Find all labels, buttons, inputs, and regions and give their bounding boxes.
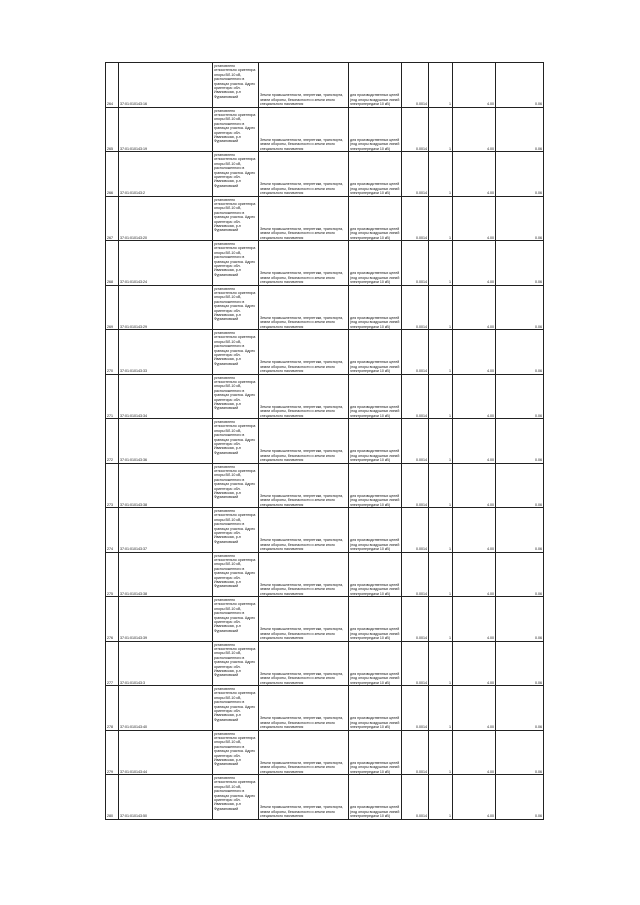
land-category-cell: Земли промышленности, энергетики, транспорта, земли обороны, безопасности и земли иного специального назначения [259, 285, 349, 330]
rate-cell: 4.00 [453, 285, 496, 330]
permitted-use-cell: для производственных целей (под опоры воздушных линий электропередачи 10 кВ) [349, 597, 402, 642]
table-row [106, 419, 544, 464]
rate-cell: 4.00 [453, 463, 496, 508]
permitted-use-cell: для производственных целей (под опоры воздушных линий электропередачи 10 кВ) [349, 152, 402, 197]
land-category-cell: Земли промышленности, энергетики, транспорта, земли обороны, безопасности и земли иного специального назначения [259, 152, 349, 197]
rate-cell: 4.00 [453, 775, 496, 820]
row-number-cell: 267 [106, 196, 119, 241]
table-row [106, 196, 544, 241]
row-number-cell: 270 [106, 330, 119, 375]
location-description-cell: установлено относительно ориентира опоры ВЛ-10 кВ, расположенного в границах участка. Адрес ориентира: обл. Ивановская, р-н Фурмановский [213, 241, 259, 286]
row-number-cell: 265 [106, 107, 119, 152]
count-cell: 1 [429, 552, 453, 597]
table-row [106, 775, 544, 820]
land-category-cell: Земли промышленности, энергетики, транспорта, земли обороны, безопасности и земли иного специального назначения [259, 63, 349, 108]
cadastral-number-cell: 37:01:010143:34 [119, 374, 213, 419]
amount-cell: 0.06 [496, 285, 544, 330]
count-cell: 1 [429, 196, 453, 241]
location-description-cell: установлено относительно ориентира опоры ВЛ-10 кВ, расположенного в границах участка. Адрес ориентира: обл. Ивановская, р-н Фурмановский [213, 374, 259, 419]
amount-cell: 0.06 [496, 107, 544, 152]
location-description-cell: установлено относительно ориентира опоры ВЛ-10 кВ, расположенного в границах участка. Адрес ориентира: обл. Ивановская, р-н Фурмановский [213, 463, 259, 508]
cadastral-table [105, 62, 544, 820]
land-category-cell: Земли промышленности, энергетики, транспорта, земли обороны, безопасности и земли иного специального назначения [259, 775, 349, 820]
rate-cell: 4.00 [453, 730, 496, 775]
amount-cell: 0.06 [496, 152, 544, 197]
cadastral-number-cell: 37:01:010143:16 [119, 63, 213, 108]
row-number-cell: 273 [106, 463, 119, 508]
row-number-cell: 272 [106, 419, 119, 464]
row-number-cell: 276 [106, 597, 119, 642]
permitted-use-cell: для производственных целей (под опоры воздушных линий электропередачи 10 кВ) [349, 107, 402, 152]
count-cell: 1 [429, 463, 453, 508]
count-cell: 1 [429, 686, 453, 731]
cadastral-number-cell: 37:01:010143:29 [119, 285, 213, 330]
area-cell: 0.0014 [402, 508, 429, 553]
location-description-cell: установлено относительно ориентира опоры ВЛ-10 кВ, расположенного в границах участка. Адрес ориентира: обл. Ивановская, р-н Фурмановский [213, 686, 259, 731]
cadastral-number-cell: 37:01:010143:33 [119, 330, 213, 375]
table-row [106, 463, 544, 508]
area-cell: 0.0014 [402, 419, 429, 464]
location-description-cell: установлено относительно ориентира опоры ВЛ-10 кВ, расположенного в границах участка. Адрес ориентира: обл. Ивановская, р-н Фурмановский [213, 597, 259, 642]
location-description-cell: установлено относительно ориентира опоры ВЛ-10 кВ, расположенного в границах участка. Адрес ориентира: обл. Ивановская, р-н Фурмановский [213, 107, 259, 152]
rate-cell: 4.00 [453, 641, 496, 686]
permitted-use-cell: для производственных целей (под опоры воздушных линий электропередачи 10 кВ) [349, 374, 402, 419]
table-row [106, 63, 544, 108]
amount-cell: 0.06 [496, 330, 544, 375]
table-row [106, 552, 544, 597]
permitted-use-cell: для производственных целей (под опоры воздушных линий электропередачи 10 кВ) [349, 641, 402, 686]
location-description-cell: установлено относительно ориентира опоры ВЛ-10 кВ, расположенного в границах участка. Адрес ориентира: обл. Ивановская, р-н Фурмановский [213, 285, 259, 330]
row-number-cell: 274 [106, 508, 119, 553]
amount-cell: 0.06 [496, 196, 544, 241]
amount-cell: 0.06 [496, 419, 544, 464]
rate-cell: 4.00 [453, 152, 496, 197]
row-number-cell: 280 [106, 775, 119, 820]
location-description-cell: установлено относительно ориентира опоры ВЛ-10 кВ, расположенного в границах участка. Адрес ориентира: обл. Ивановская, р-н Фурмановский [213, 419, 259, 464]
area-cell: 0.0014 [402, 730, 429, 775]
area-cell: 0.0014 [402, 107, 429, 152]
row-number-cell: 269 [106, 285, 119, 330]
land-category-cell: Земли промышленности, энергетики, транспорта, земли обороны, безопасности и земли иного специального назначения [259, 419, 349, 464]
cadastral-number-cell: 37:01:010143:37 [119, 508, 213, 553]
table-row [106, 597, 544, 642]
count-cell: 1 [429, 419, 453, 464]
cadastral-number-cell: 37:01:010143:40 [119, 686, 213, 731]
location-description-cell: установлено относительно ориентира опоры ВЛ-10 кВ, расположенного в границах участка. Адрес ориентира: обл. Ивановская, р-н Фурмановский [213, 552, 259, 597]
area-cell: 0.0014 [402, 330, 429, 375]
table-row [106, 686, 544, 731]
count-cell: 1 [429, 330, 453, 375]
location-description-cell: установлено относительно ориентира опоры ВЛ-10 кВ, расположенного в границах участка. Адрес ориентира: обл. Ивановская, р-н Фурмановский [213, 641, 259, 686]
table-row [106, 241, 544, 286]
row-number-cell: 266 [106, 152, 119, 197]
location-description-cell: установлено относительно ориентира опоры ВЛ-10 кВ, расположенного в границах участка. Адрес ориентира: обл. Ивановская, р-н Фурмановский [213, 152, 259, 197]
cadastral-number-cell: 37:01:010143:44 [119, 730, 213, 775]
amount-cell: 0.06 [496, 374, 544, 419]
amount-cell: 0.06 [496, 641, 544, 686]
table-row [106, 107, 544, 152]
area-cell: 0.0014 [402, 641, 429, 686]
cadastral-number-cell: 37:01:010143:36 [119, 419, 213, 464]
permitted-use-cell: для производственных целей (под опоры воздушных линий электропередачи 10 кВ) [349, 63, 402, 108]
permitted-use-cell: для производственных целей (под опоры воздушных линий электропередачи 10 кВ) [349, 686, 402, 731]
land-category-cell: Земли промышленности, энергетики, транспорта, земли обороны, безопасности и земли иного специального назначения [259, 730, 349, 775]
land-category-cell: Земли промышленности, энергетики, транспорта, земли обороны, безопасности и земли иного специального назначения [259, 463, 349, 508]
amount-cell: 0.06 [496, 508, 544, 553]
count-cell: 1 [429, 152, 453, 197]
land-category-cell: Земли промышленности, энергетики, транспорта, земли обороны, безопасности и земли иного специального назначения [259, 597, 349, 642]
table-row [106, 641, 544, 686]
table-body [106, 63, 544, 820]
area-cell: 0.0014 [402, 241, 429, 286]
cadastral-number-cell: 37:01:010143:50 [119, 775, 213, 820]
rate-cell: 4.00 [453, 552, 496, 597]
land-category-cell: Земли промышленности, энергетики, транспорта, земли обороны, безопасности и земли иного специального назначения [259, 241, 349, 286]
table-row [106, 330, 544, 375]
count-cell: 1 [429, 775, 453, 820]
count-cell: 1 [429, 241, 453, 286]
row-number-cell: 275 [106, 552, 119, 597]
row-number-cell: 277 [106, 641, 119, 686]
permitted-use-cell: для производственных целей (под опоры воздушных линий электропередачи 10 кВ) [349, 285, 402, 330]
area-cell: 0.0014 [402, 374, 429, 419]
rate-cell: 4.00 [453, 107, 496, 152]
location-description-cell: установлено относительно ориентира опоры ВЛ-10 кВ, расположенного в границах участка. Адрес ориентира: обл. Ивановская, р-н Фурмановский [213, 730, 259, 775]
amount-cell: 0.06 [496, 730, 544, 775]
count-cell: 1 [429, 63, 453, 108]
area-cell: 0.0014 [402, 196, 429, 241]
row-number-cell: 278 [106, 686, 119, 731]
rate-cell: 4.00 [453, 196, 496, 241]
row-number-cell: 271 [106, 374, 119, 419]
rate-cell: 4.00 [453, 63, 496, 108]
area-cell: 0.0014 [402, 285, 429, 330]
area-cell: 0.0014 [402, 775, 429, 820]
land-category-cell: Земли промышленности, энергетики, транспорта, земли обороны, безопасности и земли иного специального назначения [259, 508, 349, 553]
amount-cell: 0.06 [496, 686, 544, 731]
cadastral-number-cell: 37:01:010143:20 [119, 196, 213, 241]
cadastral-number-cell: 37:01:010143:38 [119, 552, 213, 597]
land-category-cell: Земли промышленности, энергетики, транспорта, земли обороны, безопасности и земли иного специального назначения [259, 196, 349, 241]
count-cell: 1 [429, 730, 453, 775]
cadastral-number-cell: 37:01:010143:39 [119, 597, 213, 642]
land-category-cell: Земли промышленности, энергетики, транспорта, земли обороны, безопасности и земли иного специального назначения [259, 330, 349, 375]
count-cell: 1 [429, 374, 453, 419]
permitted-use-cell: для производственных целей (под опоры воздушных линий электропередачи 10 кВ) [349, 419, 402, 464]
table-row [106, 285, 544, 330]
area-cell: 0.0014 [402, 63, 429, 108]
row-number-cell: 264 [106, 63, 119, 108]
rate-cell: 4.00 [453, 597, 496, 642]
permitted-use-cell: для производственных целей (под опоры воздушных линий электропередачи 10 кВ) [349, 330, 402, 375]
land-category-cell: Земли промышленности, энергетики, транспорта, земли обороны, безопасности и земли иного специального назначения [259, 552, 349, 597]
land-category-cell: Земли промышленности, энергетики, транспорта, земли обороны, безопасности и земли иного специального назначения [259, 374, 349, 419]
rate-cell: 4.00 [453, 508, 496, 553]
permitted-use-cell: для производственных целей (под опоры воздушных линий электропередачи 10 кВ) [349, 196, 402, 241]
permitted-use-cell: для производственных целей (под опоры воздушных линий электропередачи 10 кВ) [349, 508, 402, 553]
table-row [106, 152, 544, 197]
permitted-use-cell: для производственных целей (под опоры воздушных линий электропередачи 10 кВ) [349, 241, 402, 286]
count-cell: 1 [429, 285, 453, 330]
amount-cell: 0.06 [496, 775, 544, 820]
count-cell: 1 [429, 107, 453, 152]
row-number-cell: 279 [106, 730, 119, 775]
amount-cell: 0.06 [496, 597, 544, 642]
area-cell: 0.0014 [402, 463, 429, 508]
amount-cell: 0.06 [496, 552, 544, 597]
row-number-cell: 268 [106, 241, 119, 286]
location-description-cell: установлено относительно ориентира опоры ВЛ-10 кВ, расположенного в границах участка. Адрес ориентира: обл. Ивановская, р-н Фурмановский [213, 508, 259, 553]
count-cell: 1 [429, 597, 453, 642]
count-cell: 1 [429, 508, 453, 553]
rate-cell: 4.00 [453, 419, 496, 464]
cadastral-number-cell: 37:01:010143:3 [119, 641, 213, 686]
table-row [106, 374, 544, 419]
table-row [106, 730, 544, 775]
amount-cell: 0.06 [496, 63, 544, 108]
location-description-cell: установлено относительно ориентира опоры ВЛ-10 кВ, расположенного в границах участка. Адрес ориентира: обл. Ивановская, р-н Фурмановский [213, 330, 259, 375]
permitted-use-cell: для производственных целей (под опоры воздушных линий электропередачи 10 кВ) [349, 730, 402, 775]
location-description-cell: установлено относительно ориентира опоры ВЛ-10 кВ, расположенного в границах участка. Адрес ориентира: обл. Ивановская, р-н Фурмановский [213, 196, 259, 241]
permitted-use-cell: для производственных целей (под опоры воздушных линий электропередачи 10 кВ) [349, 552, 402, 597]
land-category-cell: Земли промышленности, энергетики, транспорта, земли обороны, безопасности и земли иного специального назначения [259, 641, 349, 686]
rate-cell: 4.00 [453, 374, 496, 419]
cadastral-number-cell: 37:01:010143:2 [119, 152, 213, 197]
cadastral-number-cell: 37:01:010143:24 [119, 241, 213, 286]
area-cell: 0.0014 [402, 686, 429, 731]
cadastral-number-cell: 37:01:010143:19 [119, 107, 213, 152]
area-cell: 0.0014 [402, 597, 429, 642]
rate-cell: 4.00 [453, 686, 496, 731]
land-category-cell: Земли промышленности, энергетики, транспорта, земли обороны, безопасности и земли иного специального назначения [259, 107, 349, 152]
area-cell: 0.0014 [402, 152, 429, 197]
count-cell: 1 [429, 641, 453, 686]
area-cell: 0.0014 [402, 552, 429, 597]
rate-cell: 4.00 [453, 330, 496, 375]
location-description-cell: установлено относительно ориентира опоры ВЛ-10 кВ, расположенного в границах участка. Адрес ориентира: обл. Ивановская, р-н Фурмановский [213, 63, 259, 108]
land-category-cell: Земли промышленности, энергетики, транспорта, земли обороны, безопасности и земли иного специального назначения [259, 686, 349, 731]
permitted-use-cell: для производственных целей (под опоры воздушных линий электропередачи 10 кВ) [349, 775, 402, 820]
permitted-use-cell: для производственных целей (под опоры воздушных линий электропередачи 10 кВ) [349, 463, 402, 508]
table-row [106, 508, 544, 553]
amount-cell: 0.06 [496, 241, 544, 286]
rate-cell: 4.00 [453, 241, 496, 286]
amount-cell: 0.06 [496, 463, 544, 508]
cadastral-number-cell: 37:01:010143:38 [119, 463, 213, 508]
location-description-cell: установлено относительно ориентира опоры ВЛ-10 кВ, расположенного в границах участка. Адрес ориентира: обл. Ивановская, р-н Фурмановский [213, 775, 259, 820]
